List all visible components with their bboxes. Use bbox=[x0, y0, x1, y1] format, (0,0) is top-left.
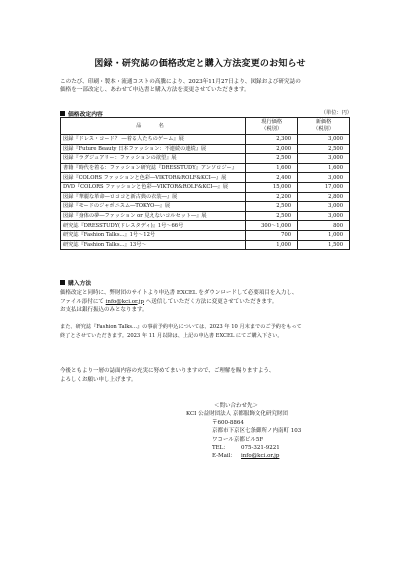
square-bullet-icon bbox=[60, 280, 65, 285]
section-label: 購入方法 bbox=[68, 281, 92, 287]
contact-building: ワコール京都ビル5F bbox=[212, 436, 264, 443]
item-name: 図録『ラグジュアリー：ファッションの欲望』展 bbox=[61, 154, 246, 164]
purchase-line bbox=[60, 298, 360, 307]
new-price: 800 bbox=[298, 221, 350, 231]
table-row bbox=[61, 202, 350, 212]
current-price: 2,500 bbox=[246, 202, 298, 212]
page-title: 図録・研究誌の価格改定と購入方法変更のお知らせ bbox=[94, 59, 306, 69]
intro-paragraph bbox=[60, 78, 350, 95]
intro-line: このたび、印刷・製本・流通コストの高騰により、2023年11月27日より、図録および研究誌の bbox=[60, 79, 301, 85]
new-price: 2,800 bbox=[298, 192, 350, 202]
contact-heading: ＜問い合わせ先＞ bbox=[214, 403, 259, 409]
header-new-price bbox=[298, 118, 350, 135]
contact-org: KCI 公益財団法人 京都服飾文化研究財団 bbox=[186, 411, 288, 418]
table-row bbox=[61, 135, 350, 145]
new-price: 3,000 bbox=[298, 211, 350, 221]
table-row bbox=[61, 192, 350, 202]
table-row bbox=[61, 221, 350, 231]
contact-tel-row bbox=[212, 444, 366, 452]
email-link[interactable]: info@kci.or.jp bbox=[105, 298, 145, 305]
notice-line: 終了とさせていただきます。2023 年 11 月以降は、上記の申込書 EXCEL にてご購入下さい。 bbox=[60, 332, 283, 339]
table-row bbox=[61, 154, 350, 164]
new-price: 3,000 bbox=[298, 154, 350, 164]
current-price: 15,000 bbox=[246, 182, 298, 192]
new-price: 1,000 bbox=[298, 230, 350, 240]
closing-line: 今後ともより一層の誌面内容の充実に努めてまいりますので、ご理解を賜りますよう、 bbox=[60, 368, 275, 374]
new-price: 3,000 bbox=[298, 173, 350, 183]
section-label: 価格改定内容 bbox=[68, 112, 103, 118]
mail-link[interactable]: info@kci.or.jp bbox=[241, 453, 280, 460]
item-name: 図録『モードのジャポニスム―TOKYO―』展 bbox=[61, 202, 246, 212]
current-price: 1,600 bbox=[246, 163, 298, 173]
intro-line: 価格を一部改定し、あわせて申込書と購入方法を変更させていただきます。 bbox=[60, 87, 250, 94]
new-price: 3,000 bbox=[298, 202, 350, 212]
current-price: 2,200 bbox=[246, 192, 298, 202]
header-new-label: 新価格 bbox=[315, 119, 332, 125]
item-name: 図録『華麗な革命―ロココと新古典の衣装―』展 bbox=[61, 192, 246, 202]
table-row bbox=[61, 163, 350, 173]
table-header-row bbox=[61, 118, 350, 135]
new-price: 17,000 bbox=[298, 182, 350, 192]
current-price: 700 bbox=[246, 230, 298, 240]
table-row bbox=[61, 144, 350, 154]
contact-postal: 〒600-8864 bbox=[212, 419, 244, 426]
item-name: 研究誌『DRESSTUDY(ドレスタディ)』1号～66号 bbox=[61, 221, 246, 231]
header-current-tax: （税別） bbox=[261, 126, 283, 132]
tel-value: 075-321-9221 bbox=[241, 445, 280, 452]
current-price: 1,000 bbox=[246, 240, 298, 250]
tel-label: TEL： bbox=[212, 445, 229, 452]
header-current-price bbox=[246, 118, 298, 135]
item-name: DVD『COLORS ファッションと色彩―VIKTOR&ROLF&KCI―』展 bbox=[61, 182, 246, 192]
current-price: 2,500 bbox=[246, 211, 298, 221]
new-price: 1,500 bbox=[298, 240, 350, 250]
contact-mail-row bbox=[212, 452, 366, 460]
contact-address: 京都市下京区七条御所ノ内南町 103 bbox=[212, 428, 302, 435]
price-table bbox=[60, 117, 350, 250]
closing-line: よろしくお願い申し上げます。 bbox=[60, 376, 137, 383]
item-name: 研究誌『Fashion Talks...』13号～ bbox=[61, 240, 246, 250]
square-bullet-icon bbox=[60, 111, 65, 116]
new-price: 2,500 bbox=[298, 144, 350, 154]
purchase-paragraph bbox=[60, 289, 360, 315]
table-row bbox=[61, 173, 350, 183]
purchase-text: へ送信していただく方法に変更させていただきます。 bbox=[144, 298, 278, 305]
item-name: 書籍『時代を着る：ファッション研究誌『DRESSTUDY』アンソロジー』 bbox=[61, 163, 246, 173]
new-price: 1,600 bbox=[298, 163, 350, 173]
table-row bbox=[61, 211, 350, 221]
notice-line: また、研究誌『Fashion Talks...』の事前予約申込については、2023 年 10 月末までのご予約をもって bbox=[60, 324, 302, 330]
table-row bbox=[61, 182, 350, 192]
unit-note: （単位：円） bbox=[320, 110, 352, 116]
purchase-text: ファイル添付にて bbox=[60, 298, 106, 305]
table-row bbox=[61, 230, 350, 240]
item-name: 図録『COLORS ファッションと色彩―VIKTOR&ROLF&KCI―』展 bbox=[61, 173, 246, 183]
closing-paragraph bbox=[60, 367, 360, 384]
current-price: 2,400 bbox=[246, 173, 298, 183]
current-price: 2,000 bbox=[246, 144, 298, 154]
item-name: 図録『ドレス・コード？ ―着る人たちのゲーム』展 bbox=[61, 135, 246, 145]
purchase-line: 価格改定と同時に、弊財団のサイトより申込書 EXCEL をダウンロードして必要項目を入力し、 bbox=[60, 290, 298, 296]
current-price: 300～1,000 bbox=[246, 221, 298, 231]
section-purchase-method bbox=[60, 278, 350, 287]
current-price: 2,300 bbox=[246, 135, 298, 145]
contact-block bbox=[186, 402, 366, 461]
header-name: 品 名 bbox=[61, 118, 246, 135]
new-price: 3,000 bbox=[298, 135, 350, 145]
mail-label: E-Mail： bbox=[212, 453, 236, 460]
notice-paragraph bbox=[60, 323, 360, 340]
header-current-label: 現行価格 bbox=[261, 119, 283, 125]
item-name: 図録『Future Beauty 日本ファッション：不連続の連続』展 bbox=[61, 144, 246, 154]
item-name: 図録『身体の夢―ファッション or 見えないコルセット―』展 bbox=[61, 211, 246, 221]
header-new-tax: （税別） bbox=[313, 126, 334, 132]
purchase-line: お支払は銀行振込のみとなります。 bbox=[60, 307, 148, 314]
table-row bbox=[61, 240, 350, 250]
item-name: 研究誌『Fashion Talks...』1号～12号 bbox=[61, 230, 246, 240]
current-price: 2,500 bbox=[246, 154, 298, 164]
